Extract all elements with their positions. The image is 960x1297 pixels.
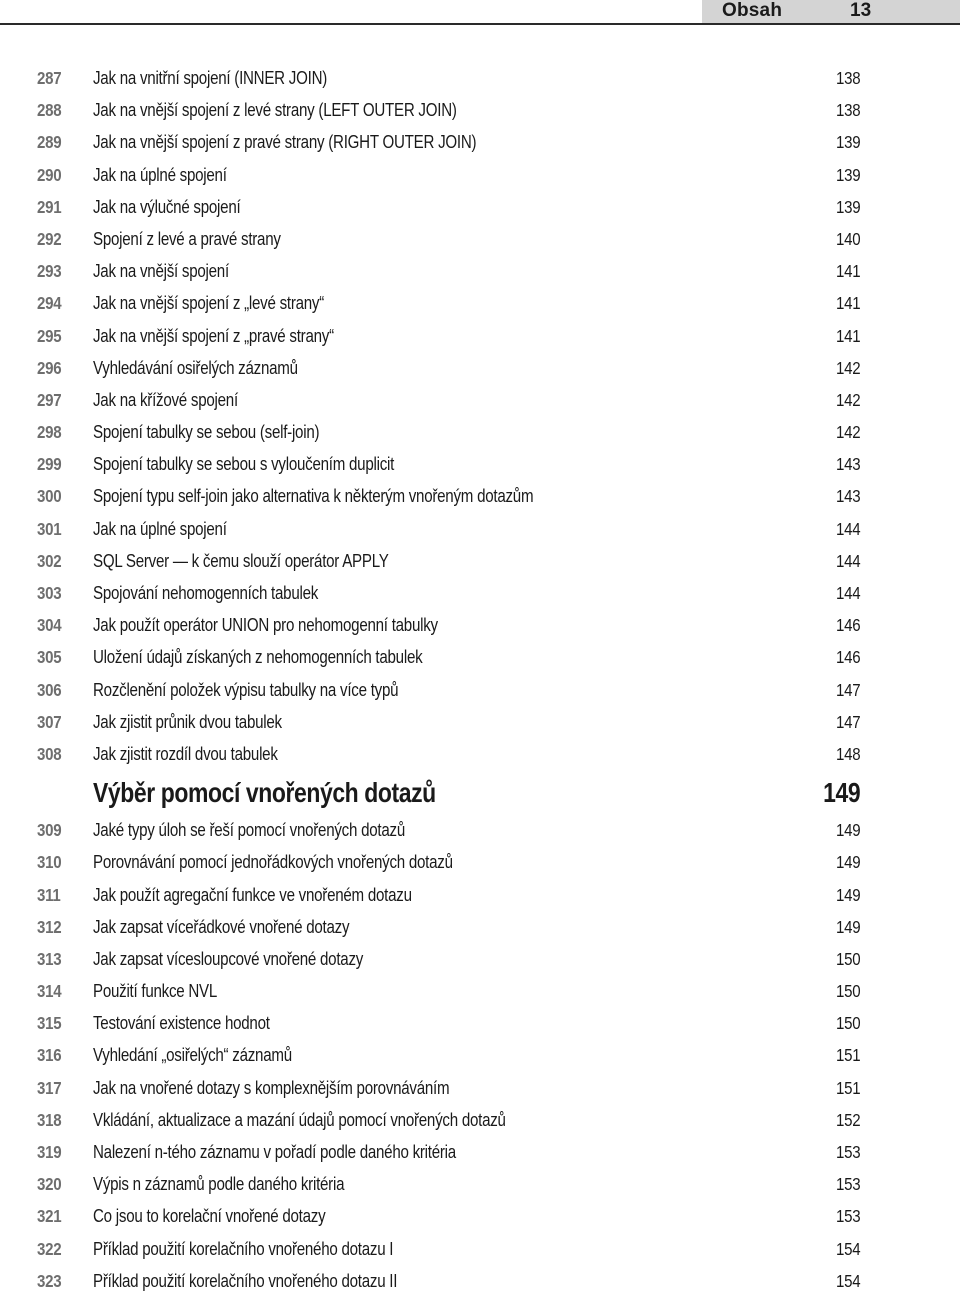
toc-entry-number: 298 <box>37 422 62 443</box>
toc-entry-page: 143 <box>835 486 860 507</box>
toc-entry-page: 153 <box>835 1206 860 1227</box>
toc-entry[interactable] <box>0 1233 960 1265</box>
toc-entry-number: 294 <box>37 293 62 314</box>
toc-entry-number: 310 <box>37 852 62 873</box>
header-title: Obsah <box>722 0 783 21</box>
toc-entry-number: 316 <box>37 1045 62 1066</box>
toc-entry[interactable] <box>0 384 960 416</box>
toc-entry-page: 149 <box>835 820 860 841</box>
toc-entry-number: 313 <box>37 948 62 969</box>
toc-entry-page: 147 <box>835 711 860 732</box>
toc-entry-page: 141 <box>835 261 860 282</box>
toc-entry[interactable] <box>0 126 960 158</box>
toc-entry-page: 138 <box>835 68 860 88</box>
toc-entry-number: 304 <box>37 615 62 636</box>
toc-entry-number: 309 <box>37 820 62 841</box>
toc-entry[interactable] <box>0 1168 960 1200</box>
toc-entry[interactable] <box>0 814 960 846</box>
toc-entry-title: Jak na vnější spojení z „levé strany“ <box>93 293 325 314</box>
toc-entry-page: 150 <box>835 981 860 1002</box>
toc-entry-page: 150 <box>835 1013 860 1034</box>
toc-entry[interactable] <box>0 1007 960 1039</box>
toc-entry-number: 312 <box>37 916 62 937</box>
toc-entry[interactable] <box>0 223 960 255</box>
toc-entry-title: Jak na vnější spojení z levé strany (LEFT OUTER JOIN) <box>93 100 457 121</box>
table-of-contents <box>0 62 960 1297</box>
toc-entry[interactable] <box>0 846 960 878</box>
toc-entry-number: 305 <box>37 647 62 668</box>
toc-entry[interactable] <box>0 641 960 673</box>
toc-entry[interactable] <box>0 1039 960 1071</box>
toc-entry-title: Použití funkce NVL <box>93 981 218 1002</box>
toc-entry-title: Nalezení n-tého záznamu v pořadí podle daného kritéria <box>93 1142 456 1162</box>
toc-entry[interactable] <box>0 1104 960 1136</box>
toc-entry-page: 143 <box>835 454 860 475</box>
toc-entry-title: SQL Server — k čemu slouží operátor APPLY <box>93 550 389 571</box>
toc-entry-title: Jak na vnější spojení z pravé strany (RIGHT OUTER JOIN) <box>93 132 477 153</box>
toc-entry-number: 299 <box>37 454 62 475</box>
toc-entry-title: Jak zjistit průnik dvou tabulek <box>93 711 282 732</box>
toc-entry[interactable] <box>0 738 960 770</box>
toc-entry[interactable] <box>0 159 960 191</box>
toc-entry-number: 311 <box>37 884 61 905</box>
toc-entry-title: Příklad použití korelačního vnořeného dotazu II <box>93 1270 398 1291</box>
toc-entry-number: 317 <box>37 1077 62 1098</box>
toc-entry[interactable] <box>0 255 960 287</box>
toc-entry-title: Rozčlenění položek výpisu tabulky na více typů <box>93 679 399 700</box>
toc-group-joins <box>0 62 960 770</box>
toc-entry-number: 302 <box>37 550 62 571</box>
toc-entry-page: 151 <box>835 1045 860 1066</box>
toc-entry[interactable] <box>0 1072 960 1104</box>
toc-entry-title: Jak na křížové spojení <box>93 389 238 410</box>
toc-entry-title: Jak na úplné spojení <box>93 518 227 539</box>
section-page: 149 <box>822 777 860 809</box>
toc-entry-page: 154 <box>835 1270 860 1291</box>
toc-entry-title: Vyhledávání osiřelých záznamů <box>93 357 298 378</box>
toc-group-subqueries <box>0 814 960 1297</box>
toc-entry-page: 142 <box>835 422 860 443</box>
toc-entry-page: 146 <box>835 647 860 668</box>
toc-entry-page: 152 <box>835 1109 860 1130</box>
toc-entry-page: 153 <box>835 1142 860 1162</box>
toc-entry-title: Jak zapsat víceřádkové vnořené dotazy <box>93 916 350 937</box>
section-title: Výběr pomocí vnořených dotazů <box>93 777 436 809</box>
toc-entry-title: Porovnávání pomocí jednořádkových vnořených dotazů <box>93 852 453 873</box>
toc-entry-number: 287 <box>37 68 62 88</box>
toc-entry[interactable] <box>0 287 960 319</box>
toc-entry[interactable] <box>0 352 960 384</box>
toc-entry-page: 148 <box>835 743 860 764</box>
toc-entry-number: 300 <box>37 486 62 507</box>
toc-entry[interactable] <box>0 879 960 911</box>
toc-entry-title: Jak zapsat vícesloupcové vnořené dotazy <box>93 948 364 969</box>
toc-entry-page: 147 <box>835 679 860 700</box>
toc-entry-number: 291 <box>37 196 62 217</box>
toc-entry-title: Spojování nehomogenních tabulek <box>93 583 319 603</box>
toc-entry-number: 306 <box>37 679 62 700</box>
toc-entry-number: 308 <box>37 743 62 764</box>
toc-entry-title: Jak použít operátor UNION pro nehomogenní tabulky <box>93 615 438 636</box>
toc-entry[interactable] <box>0 1265 960 1297</box>
toc-entry-title: Spojení tabulky se sebou s vyloučením duplicit <box>93 454 395 475</box>
toc-entry-title: Jak na vnořené dotazy s komplexnějším porovnáváním <box>93 1077 450 1098</box>
toc-entry-title: Příklad použití korelačního vnořeného dotazu I <box>93 1238 394 1259</box>
toc-entry-title: Spojení typu self-join jako alternativa k některým vnořeným dotazům <box>93 486 534 507</box>
toc-entry-page: 141 <box>835 325 860 346</box>
toc-entry-title: Jak na úplné spojení <box>93 164 227 185</box>
toc-entry[interactable] <box>0 191 960 223</box>
toc-entry-number: 314 <box>37 981 62 1002</box>
toc-entry-page: 139 <box>835 132 860 153</box>
toc-entry-page: 138 <box>835 100 860 121</box>
toc-entry-title: Spojení z levé a pravé strany <box>93 228 281 249</box>
toc-entry-page: 140 <box>835 228 860 249</box>
toc-entry-number: 315 <box>37 1013 62 1034</box>
toc-entry[interactable] <box>0 416 960 448</box>
toc-entry-page: 142 <box>835 357 860 378</box>
toc-entry-page: 154 <box>835 1238 860 1259</box>
toc-entry-number: 322 <box>37 1238 62 1259</box>
page-header <box>0 0 960 24</box>
toc-entry-title: Spojení tabulky se sebou (self-join) <box>93 422 320 443</box>
header-rule <box>0 23 960 25</box>
toc-entry-number: 288 <box>37 100 62 121</box>
toc-entry[interactable] <box>0 1200 960 1232</box>
toc-entry[interactable] <box>0 911 960 943</box>
toc-entry[interactable] <box>0 674 960 706</box>
toc-entry-number: 319 <box>37 1142 62 1162</box>
toc-entry-page: 151 <box>835 1077 860 1098</box>
toc-entry-number: 320 <box>37 1174 62 1195</box>
toc-entry-number: 296 <box>37 357 62 378</box>
toc-entry-number: 303 <box>37 583 62 603</box>
toc-entry-title: Vyhledání „osiřelých“ záznamů <box>93 1045 292 1066</box>
toc-entry-title: Jak na vnitřní spojení (INNER JOIN) <box>93 68 328 88</box>
toc-entry-page: 146 <box>835 615 860 636</box>
toc-entry[interactable] <box>0 513 960 545</box>
toc-entry[interactable] <box>0 320 960 352</box>
toc-entry-number: 321 <box>37 1206 62 1227</box>
toc-entry[interactable] <box>0 62 960 94</box>
toc-entry-page: 153 <box>835 1174 860 1195</box>
toc-entry-number: 290 <box>37 164 62 185</box>
toc-entry-title: Testování existence hodnot <box>93 1013 270 1034</box>
toc-entry[interactable] <box>0 577 960 609</box>
toc-entry-page: 139 <box>835 164 860 185</box>
toc-entry[interactable] <box>0 609 960 641</box>
toc-entry-number: 289 <box>37 132 62 153</box>
toc-entry-page: 139 <box>835 196 860 217</box>
toc-entry[interactable] <box>0 94 960 126</box>
header-page-number: 13 <box>850 0 872 21</box>
toc-entry[interactable] <box>0 545 960 577</box>
toc-entry-number: 292 <box>37 228 62 249</box>
toc-entry-title: Jak použít agregační funkce ve vnořeném dotazu <box>93 884 412 905</box>
toc-entry-page: 144 <box>835 583 860 603</box>
toc-entry-page: 149 <box>835 916 860 937</box>
toc-entry-title: Jak zjistit rozdíl dvou tabulek <box>93 743 278 764</box>
toc-entry-number: 318 <box>37 1109 62 1130</box>
toc-entry-title: Jak na vnější spojení <box>93 261 229 282</box>
toc-entry-page: 150 <box>835 948 860 969</box>
toc-entry-page: 142 <box>835 389 860 410</box>
toc-entry-title: Výpis n záznamů podle daného kritéria <box>93 1174 345 1195</box>
toc-entry-number: 323 <box>37 1270 62 1291</box>
toc-entry-number: 293 <box>37 261 62 282</box>
toc-entry-page: 141 <box>835 293 860 314</box>
toc-entry[interactable] <box>0 975 960 1007</box>
toc-entry-number: 301 <box>37 518 62 539</box>
toc-entry-page: 149 <box>835 884 860 905</box>
toc-entry-number: 307 <box>37 711 62 732</box>
toc-entry[interactable] <box>0 943 960 975</box>
toc-entry-page: 149 <box>835 852 860 873</box>
toc-entry-number: 295 <box>37 325 62 346</box>
toc-entry-title: Uložení údajů získaných z nehomogenních tabulek <box>93 647 423 668</box>
toc-entry[interactable] <box>0 1136 960 1168</box>
toc-entry-page: 144 <box>835 550 860 571</box>
toc-entry-title: Vkládání, aktualizace a mazání údajů pomocí vnořených dotazů <box>93 1109 506 1130</box>
toc-entry[interactable] <box>0 706 960 738</box>
toc-entry-page: 144 <box>835 518 860 539</box>
toc-entry-title: Co jsou to korelační vnořené dotazy <box>93 1206 326 1227</box>
toc-entry[interactable] <box>0 448 960 480</box>
toc-entry-title: Jaké typy úloh se řeší pomocí vnořených dotazů <box>93 820 405 841</box>
section-heading[interactable] <box>0 770 960 814</box>
toc-entry-number: 297 <box>37 389 62 410</box>
toc-entry-title: Jak na výlučné spojení <box>93 196 241 217</box>
toc-entry[interactable] <box>0 480 960 512</box>
toc-entry-title: Jak na vnější spojení z „pravé strany“ <box>93 325 334 346</box>
